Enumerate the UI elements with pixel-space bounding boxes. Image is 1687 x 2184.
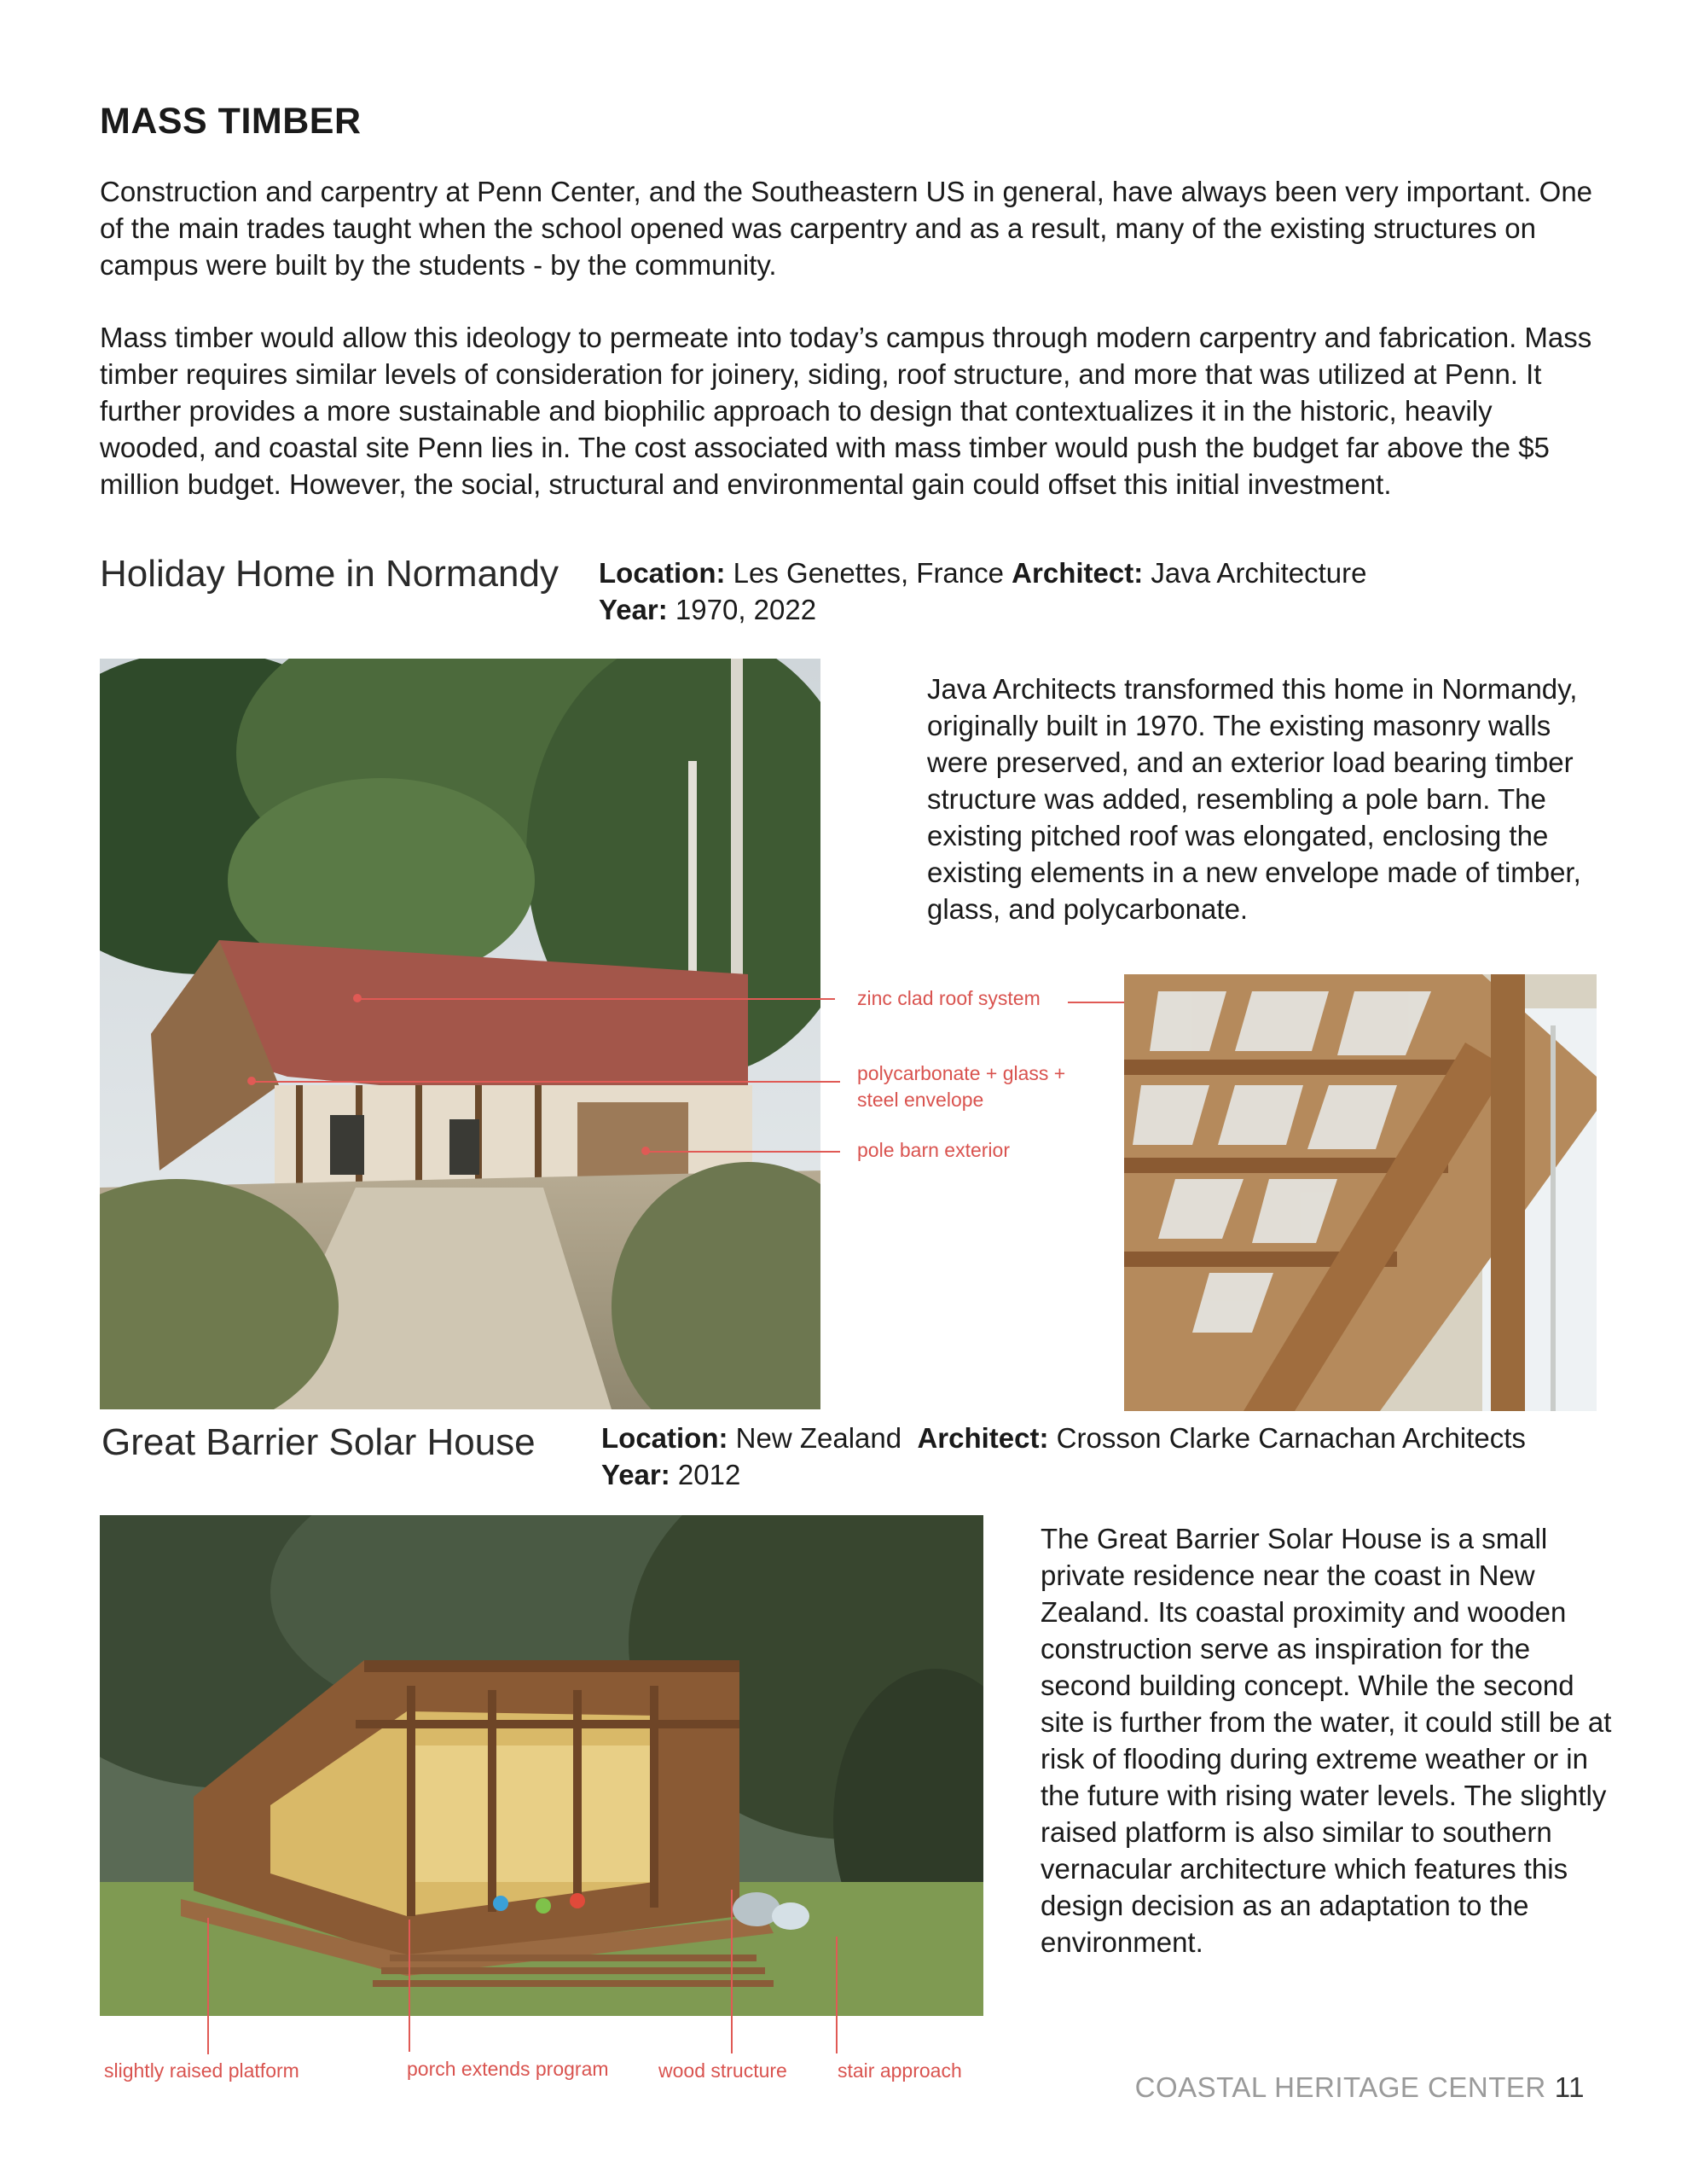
- wood-callout-line: [731, 1890, 733, 2053]
- project2-location: New Zealand: [735, 1422, 902, 1454]
- footer-label: COASTAL HERITAGE CENTER: [1134, 2071, 1546, 2103]
- stair-callout-line: [836, 1937, 838, 2053]
- project1-architect-label: Architect:: [1012, 557, 1144, 589]
- exterior-callout-label: pole barn exterior: [857, 1139, 1010, 1161]
- envelope-callout-line-2: steel envelope: [857, 1089, 984, 1111]
- project2-location-label: Location:: [601, 1422, 728, 1454]
- project1-description: Java Architects transformed this home in Normandy, originally built in 1970. The existing masonry walls were preserved, and an exterior load bearing timber structure was added, resembling a pole barn. The existing pitched roof was elongated, enclosing the existing elements in a new envelope made of timber, glass, and polycarbonate.: [927, 673, 1581, 925]
- project2-architect: Crosson Clarke Carnachan Architects: [1056, 1422, 1526, 1454]
- page-footer: [1135, 2071, 1585, 2104]
- envelope-callout-line: [252, 1081, 840, 1083]
- project2-description: The Great Barrier Solar House is a small private residence near the coast in New Zealand. Its coastal proximity and wooden construction serve as inspiration for the second building concept. While the second site is further from the water, it could still be at risk of flooding during extreme weather or in the future with rising water levels. The slightly raised platform is also similar to southern vernacular architecture which features this design decision as an adaptation to the environment.: [1041, 1523, 1612, 1958]
- stair-callout-label: stair approach: [838, 2059, 962, 2082]
- project1-location: Les Genettes, France: [733, 557, 1004, 589]
- envelope-callout-line-1: polycarbonate + glass +: [857, 1062, 1066, 1084]
- project1-meta: [599, 555, 1605, 628]
- page-number: 11: [1554, 2071, 1585, 2103]
- normandy-house-photo: [100, 659, 820, 1409]
- project2-meta: [601, 1420, 1608, 1493]
- page-title: MASS TIMBER: [100, 101, 362, 142]
- project1-architect: Java Architecture: [1151, 557, 1367, 589]
- intro-paragraph-2: Mass timber would allow this ideology to permeate into today’s campus through modern carpentry and fabrication. Mass timber requires similar levels of consideration for joinery, siding, roof structure, and more that was utilized at Penn. It further provides a more sustainable and biophilic approach to design that contextualizes it in the historic, heavily wooded, and coastal site Penn lies in. The cost associated with mass timber would push the budget far above the $5 million budget. However, the social, structural and environmental gain could offset this initial investment.: [100, 322, 1592, 500]
- project1-year: 1970, 2022: [675, 594, 817, 625]
- project2-year: 2012: [677, 1459, 741, 1490]
- envelope-callout-label: [857, 1060, 1065, 1113]
- platform-callout-label: slightly raised platform: [104, 2059, 299, 2082]
- wood-callout-label: wood structure: [658, 2059, 787, 2082]
- project2-architect-label: Architect:: [917, 1422, 1049, 1454]
- normandy-roof-detail-photo: [1124, 974, 1597, 1411]
- porch-callout-label: porch extends program: [407, 2058, 609, 2080]
- exterior-callout-line: [646, 1151, 840, 1153]
- project2-year-label: Year:: [601, 1459, 670, 1490]
- solar-house-photo: [100, 1515, 983, 2016]
- porch-callout-line: [409, 1920, 410, 2052]
- roof-callout-label: zinc clad roof system: [857, 987, 1041, 1009]
- project2-name: Great Barrier Solar House: [101, 1421, 536, 1463]
- project1-name: Holiday Home in Normandy: [100, 553, 559, 595]
- platform-callout-line: [207, 1918, 209, 2054]
- intro-paragraph-1: Construction and carpentry at Penn Center, and the Southeastern US in general, have always been very important. One of the main trades taught when the school opened was carpentry and as a result, many of the existing structures on campus were built by the students - by the community.: [100, 176, 1593, 281]
- roof-callout-line: [357, 998, 835, 1000]
- project1-year-label: Year:: [599, 594, 668, 625]
- project1-location-label: Location:: [599, 557, 726, 589]
